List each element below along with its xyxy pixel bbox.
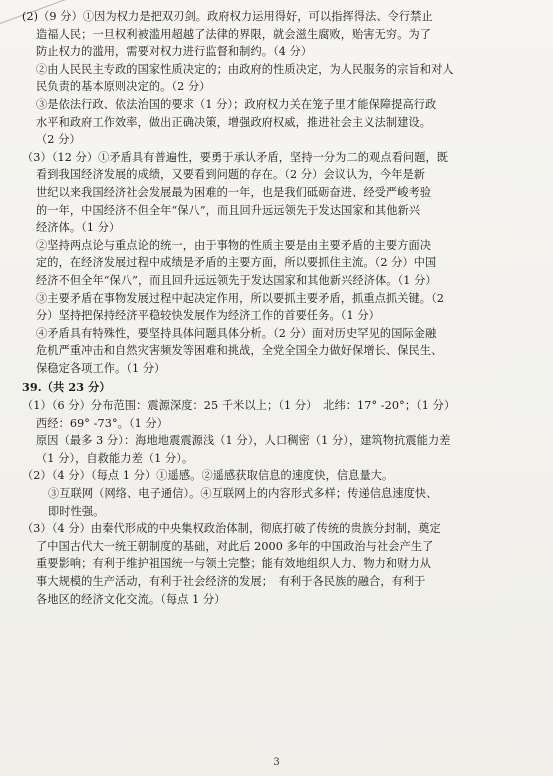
- text-line: 各地区的经济文化交流。（每点 1 分）: [36, 592, 226, 606]
- text-line: 造福人民；一旦权利被滥用超越了法律的界限，就会滋生腐败，贻害无穷。为了: [36, 27, 432, 41]
- page-number: 3: [273, 757, 280, 768]
- text-line: ④矛盾具有特殊性，要坚持具体问题具体分析。（2 分）面对历史罕见的国际金融: [36, 326, 437, 340]
- text-line: 经济不但全年“保八”，而且回升远远领先于发达国家和其他新兴经济体。（1 分）: [36, 273, 437, 287]
- text-line: 分）坚持把保持经济平稳较快发展作为经济工作的首要任务。（1 分）: [36, 309, 380, 323]
- text-line: 世纪以来我国经济社会发展最为困难的一年，也是我们砥砺奋进、经受严峻考验: [36, 185, 432, 199]
- text-line: 防止权力的滥用，需要对权力进行监督和制约。（4 分）: [36, 45, 313, 59]
- text-line: ③是依法行政、依法治国的要求（1 分）；政府权力关在笼子里才能保障提高行政: [36, 97, 437, 111]
- text-line: （3）（12 分）①矛盾具有普遍性，要勇于承认矛盾，坚持一分为二的观点看问题，既: [22, 150, 449, 164]
- text-line: （2 分）: [36, 133, 81, 147]
- text-line: 水平和政府工作效率，做出正确决策，增强政府权威，推进社会主义法制建设。: [36, 115, 432, 129]
- text-line: 即时性强。: [48, 504, 105, 518]
- text-line: 危机严重冲击和自然灾害频发等困难和挑战，全党全国全力做好保增长、保民生、: [36, 344, 443, 358]
- text-line: （1）（6 分）分布范围：震源深度：25 千米以上；（1 分） 北纬：17° -20°；（1 分）: [22, 399, 456, 413]
- text-line: 西经：69° -73°。（1 分）: [36, 416, 169, 430]
- text-line: 保稳定各项工作。（1 分）: [36, 361, 166, 375]
- text-line: 事大规模的生产活动，有利于社会经济的发展； 有利于各民族的融合，有利于: [36, 575, 426, 588]
- text-line: （1 分），自救能力差（1 分）。: [36, 451, 194, 465]
- text-line: （3）（4 分）由秦代形成的中央集权政治体制，彻底打破了传统的贵族分封制，奠定: [22, 522, 441, 536]
- text-line: 的一年，中国经济不但全年“保八”，而且回升远远领先于发达国家和其他新兴: [36, 203, 421, 217]
- text-line: 民负责的基本原则决定的。（2 分）: [36, 80, 211, 94]
- text-line: 看到我国经济发展的成绩，又要看到问题的存在。（2 分）会议认为，今年是新: [36, 168, 426, 182]
- text-line: 了中国古代大一统王朝制度的基础，对此后 2000 多年的中国政治与社会产生了: [36, 539, 434, 553]
- text-line: ②坚持两点论与重点论的统一，由于事物的性质主要是由主要矛盾的主要方面决: [36, 238, 432, 252]
- text-line: ③主要矛盾在事物发展过程中起决定作用，所以要抓主要矛盾，抓重点抓关键。（2: [36, 291, 444, 305]
- text-line: （2）（4 分）（每点 1 分）①遥感。②遥感获取信息的速度快，信息量大。: [22, 469, 394, 483]
- text-line: 定的，在经济发展过程中成绩是矛盾的主要方面，所以要抓住主流。（2 分）中国: [36, 256, 437, 270]
- question-title: 39.（共 23 分）: [22, 380, 111, 395]
- text-line: (2)（9 分）①因为权力是把双刃剑。政府权力运用得好，可以指挥得法、令行禁止: [22, 10, 433, 23]
- answer-text-block: [22, 8, 538, 608]
- text-line: ③互联网（网络、电子通信）。④互联网上的内容形式多样；传递信息速度快、: [48, 487, 438, 501]
- text-line: 经济体。（1 分）: [36, 221, 121, 235]
- text-line: ②由人民民主专政的国家性质决定的；由政府的性质决定，为人民服务的宗旨和对人: [36, 62, 454, 76]
- text-line: 重要影响；有利于维护祖国统一与领土完整；能有效地组织人力、物力和财力从: [36, 557, 432, 571]
- text-line: 原因（最多 3 分）：海地地震震源浅（1 分），人口稠密（1 分），建筑物抗震能力差: [36, 434, 451, 448]
